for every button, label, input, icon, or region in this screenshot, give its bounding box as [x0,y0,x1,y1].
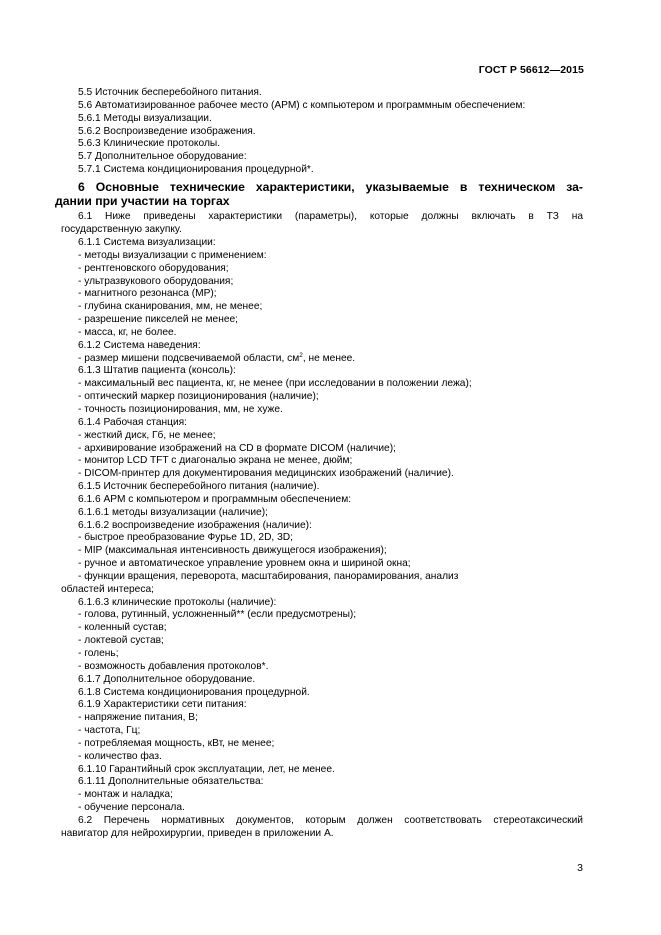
list-line: 6.1.3 Штатив пациента (консоль): [78,365,236,377]
list-line: 6.1.4 Рабочая станция: [78,416,188,428]
superscript-2: 2 [299,351,303,359]
page-number: 3 [577,862,583,874]
list-line: 6.1.5 Источник бесперебойного питания (наличие). [78,481,320,493]
section6-heading-line1: 6 Основные технические характеристики, указываемые в техническом за- [78,179,583,194]
list-line: 5.6 Автоматизированное рабочее место (АРМ) с компьютером и программным обеспечением: [78,99,526,111]
section62-paragraph [61,814,583,841]
section6-heading-line2: дании при участии на торгах [55,194,230,209]
list-line: - ультразвукового оборудования; [78,275,234,287]
list-line: 6.1.10 Гарантийный срок эксплуатации, лет, не менее. [78,763,335,775]
list-line: 5.6.3 Клинические протоколы. [78,138,221,150]
target-area-suffix: , не менее. [302,352,356,364]
list-line: - DICOM-принтер для документирования медицинских изображений (наличие). [78,468,454,480]
list-line: 5.6.2 Воспроизведение изображения. [78,125,256,137]
list-line: - жесткий диск, Гб, не менее; [78,429,216,441]
list-line: - рентгеновского оборудования; [78,262,229,274]
list-line: - возможность добавления протоколов*. [78,660,269,672]
list-line: 6.1.11 Дополнительные обязательства: [78,776,264,788]
list-line: - точность позиционирования, мм, не хуже. [78,403,283,415]
list-line: - напряжение питания, В; [78,712,198,724]
list-line: 5.6.1 Методы визуализации. [78,112,212,124]
target-area-line [78,353,583,366]
items-protocols [78,597,583,610]
list-line: - монитор LCD TFT с диагональю экрана не менее, дюйм; [78,455,353,467]
list-line: 6.1.6 АРМ с компьютером и программным обеспечением: [78,493,352,505]
list-line: 5.7 Дополнительное оборудование: [78,151,247,163]
list-line: 5.5 Источник бесперебойного питания. [78,87,262,98]
target-area-text: - размер мишени подсвечиваемой области, см [78,352,300,364]
head-protocol-line: - голова, рутинный, усложненный** (если предусмотрены); [78,609,357,621]
list-line: - функции вращения, переворота, масштабирования, панорамирования, анализ [78,570,459,582]
list-line: 6.1.6.3 клинические протоколы (наличие): [78,596,277,608]
list-line: 6.1.7 Дополнительное оборудование. [78,673,256,685]
items-workstation [78,365,583,583]
intro-line2: государственную закупку. [61,224,182,236]
list-line: 6.1.2 Система наведения: [78,339,201,351]
list-line: - быстрое преобразование Фурье 1D, 2D, 3D; [78,532,293,544]
section6-heading [55,179,583,209]
p62-line1: 6.2 Перечень нормативных документов, которым должен соответствовать стереотаксический [78,814,583,826]
list-line: - частота, Гц; [78,725,141,737]
p62-line2: навигатор для нейрохирургии, приведен в приложении А. [61,827,334,839]
list-line: - архивирование изображений на CD в формате DICOM (наличие); [78,442,396,454]
list-line: - голень; [78,648,119,659]
section5-list [78,87,583,177]
list-line: - локтевой сустав; [78,635,164,647]
items-extras [78,622,583,815]
list-line: - ручное и автоматическое управление уровнем окна и шириной окна; [78,558,411,570]
list-line: - разрешение пикселей не менее; [78,314,239,326]
intro-line1: 6.1 Ниже приведены характеристики (параметры), которые должны включать в ТЗ на [78,211,583,223]
section6-intro [61,211,583,237]
list-line: - масса, кг, не более. [78,326,177,338]
list-line: - коленный сустав; [78,622,167,634]
list-line: 6.1.1 Система визуализации: [78,237,216,248]
list-line: 6.1.8 Система кондиционирования процедурной. [78,686,310,698]
items-visualization [78,237,583,353]
list-line: - обучение персонала. [78,802,185,814]
list-line: - магнитного резонанса (МР); [78,288,217,300]
document-body [55,87,583,841]
list-line: - количество фаз. [78,750,162,762]
list-line: 5.7.1 Система кондиционирования процедурной*. [78,164,314,176]
list-line: - оптический маркер позиционирования (наличие); [78,391,319,403]
list-line: - методы визуализации с применением: [78,249,267,261]
document-code-header: ГОСТ Р 56612—2015 [478,64,584,76]
list-line: 6.1.9 Характеристики сети питания: [78,699,247,711]
list-line: - MIP (максимальная интенсивность движущегося изображения); [78,545,387,557]
list-line: - максимальный вес пациента, кг, не менее (при исследовании в положении лежа); [78,378,472,390]
list-line: - монтаж и наладка; [78,789,173,801]
list-line: - потребляемая мощность, кВт, не менее; [78,737,275,749]
list-line: 6.1.6.2 воспроизведение изображения (наличие): [78,519,312,531]
list-line: 6.1.6.1 методы визуализации (наличие); [78,506,268,518]
list-line: - глубина сканирования, мм, не менее; [78,301,263,313]
wrap-continuation-line: областей интереса; [61,583,154,595]
